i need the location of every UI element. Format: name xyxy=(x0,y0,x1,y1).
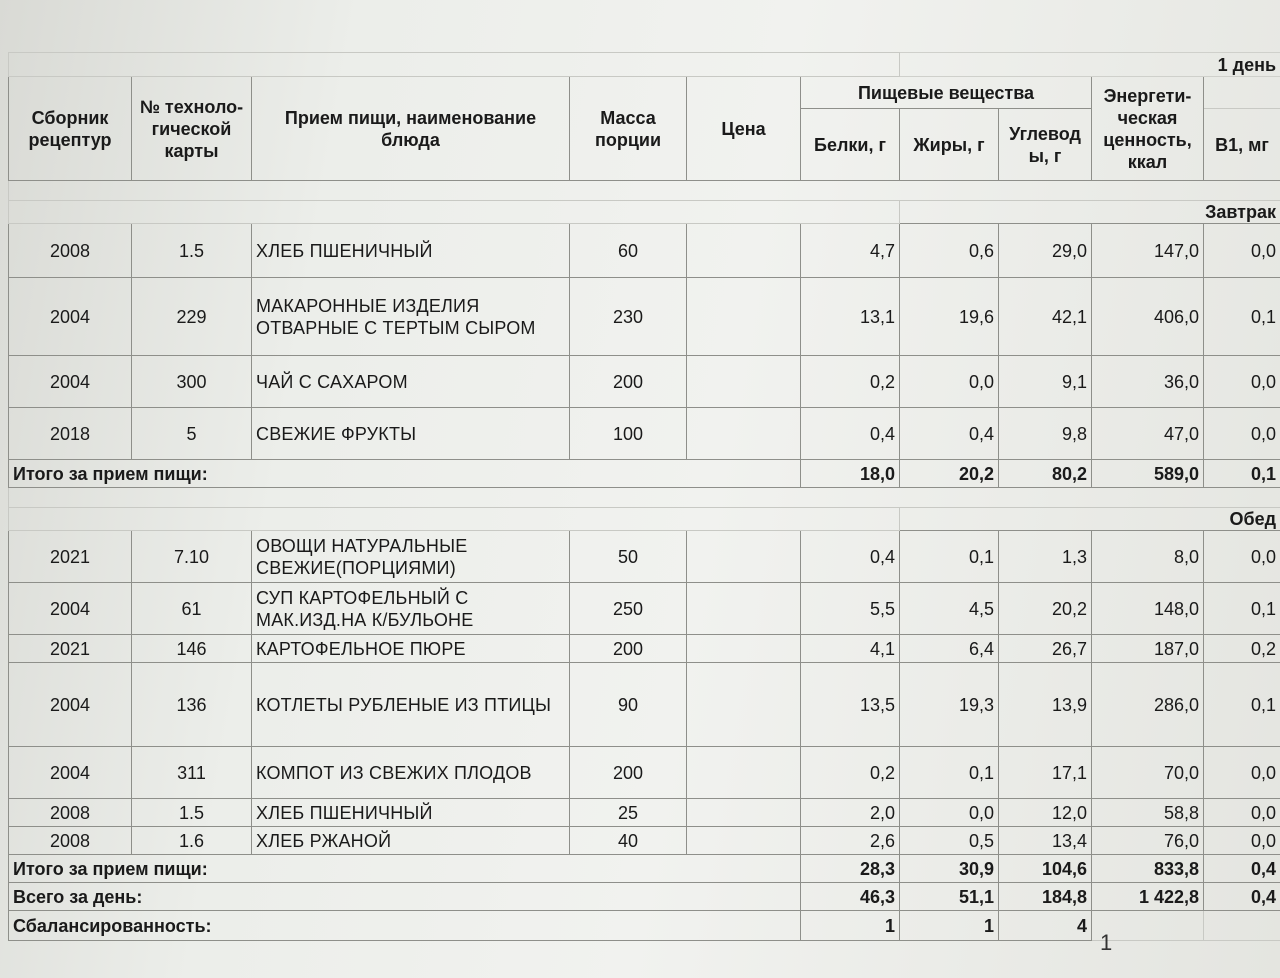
cell-b1[interactable]: 0,2 xyxy=(1204,635,1280,663)
cell-price[interactable] xyxy=(687,583,801,635)
lunch-rows xyxy=(9,531,1280,855)
day-total-protein[interactable]: 46,3 xyxy=(801,883,900,911)
day-title: 1 день xyxy=(900,53,1280,77)
lunch-total-b1[interactable]: 0,4 xyxy=(1204,855,1280,883)
cell-b1[interactable]: 0,0 xyxy=(1204,747,1280,799)
table-row xyxy=(9,799,1280,827)
cell-dish-name[interactable]: КОМПОТ ИЗ СВЕЖИХ ПЛОДОВ xyxy=(252,747,570,799)
cell-protein[interactable]: 4,1 xyxy=(801,635,900,663)
col-header-protein[interactable]: Белки, г xyxy=(801,109,900,181)
day-total-energy[interactable]: 1 422,8 xyxy=(1092,883,1204,911)
cell-b1[interactable]: 0,0 xyxy=(1204,827,1280,855)
cell-sbornik[interactable]: 2004 xyxy=(9,278,132,356)
cell-fat[interactable]: 0,5 xyxy=(900,827,999,855)
cell-b1[interactable]: 0,1 xyxy=(1204,278,1280,356)
cell-energy[interactable]: 286,0 xyxy=(1092,663,1204,747)
cell-dish-name[interactable]: МАКАРОННЫЕ ИЗДЕЛИЯ ОТВАРНЫЕ С ТЕРТЫМ СЫРОМ xyxy=(252,278,570,356)
cell-protein[interactable]: 2,0 xyxy=(801,799,900,827)
cell-carbs[interactable]: 26,7 xyxy=(999,635,1092,663)
cell-dish-name[interactable]: КОТЛЕТЫ РУБЛЕНЫЕ ИЗ ПТИЦЫ xyxy=(252,663,570,747)
cell-carbs[interactable]: 12,0 xyxy=(999,799,1092,827)
day-total-b1[interactable]: 0,4 xyxy=(1204,883,1280,911)
cell-b1[interactable]: 0,0 xyxy=(1204,799,1280,827)
breakfast-rows xyxy=(9,224,1280,460)
breakfast-total-row xyxy=(9,460,1280,488)
cell-protein[interactable]: 0,4 xyxy=(801,408,900,460)
cell-fat[interactable]: 0,4 xyxy=(900,408,999,460)
cell-protein[interactable]: 0,2 xyxy=(801,356,900,408)
cell-price[interactable] xyxy=(687,224,801,278)
cell-b1[interactable]: 0,0 xyxy=(1204,531,1280,583)
cell-energy[interactable]: 147,0 xyxy=(1092,224,1204,278)
table-row xyxy=(9,635,1280,663)
balance-label[interactable]: Сбалансированность: xyxy=(9,911,801,941)
cell-price[interactable] xyxy=(687,827,801,855)
cell-energy[interactable]: 70,0 xyxy=(1092,747,1204,799)
cell-fat[interactable]: 19,6 xyxy=(900,278,999,356)
cell-sbornik[interactable]: 2018 xyxy=(9,408,132,460)
cell-protein[interactable]: 0,2 xyxy=(801,747,900,799)
menu-table xyxy=(8,52,1280,941)
cell-price[interactable] xyxy=(687,531,801,583)
cell-energy[interactable]: 148,0 xyxy=(1092,583,1204,635)
cell-fat[interactable]: 0,0 xyxy=(900,356,999,408)
cell-fat[interactable]: 0,1 xyxy=(900,747,999,799)
cell-carbs[interactable]: 20,2 xyxy=(999,583,1092,635)
lunch-total-energy[interactable]: 833,8 xyxy=(1092,855,1204,883)
cell-tech-card[interactable]: 1.5 xyxy=(132,224,252,278)
title-row xyxy=(9,53,1280,77)
cell-dish-name[interactable]: ХЛЕБ РЖАНОЙ xyxy=(252,827,570,855)
day-total-row xyxy=(9,883,1280,911)
col-header-price[interactable]: Цена xyxy=(687,77,801,181)
cell-price[interactable] xyxy=(687,799,801,827)
cell-carbs[interactable]: 9,8 xyxy=(999,408,1092,460)
cell-sbornik[interactable]: 2004 xyxy=(9,747,132,799)
balance-protein[interactable]: 1 xyxy=(801,911,900,941)
table-row xyxy=(9,408,1280,460)
cell-price[interactable] xyxy=(687,663,801,747)
cell-dish-name[interactable]: СУП КАРТОФЕЛЬНЫЙ С МАК.ИЗД.НА К/БУЛЬОНЕ xyxy=(252,583,570,635)
spacer-row xyxy=(9,488,1280,508)
lunch-total-fat[interactable]: 30,9 xyxy=(900,855,999,883)
cell-tech-card[interactable]: 146 xyxy=(132,635,252,663)
breakfast-total-protein[interactable]: 18,0 xyxy=(801,460,900,488)
lunch-total-carbs[interactable]: 104,6 xyxy=(999,855,1092,883)
cell-energy[interactable]: 47,0 xyxy=(1092,408,1204,460)
cell-protein[interactable]: 13,1 xyxy=(801,278,900,356)
col-header-sbornik[interactable]: Сборник рецептур xyxy=(9,77,132,181)
col-header-tech-card[interactable]: № техноло-гической карты xyxy=(132,77,252,181)
cell-tech-card[interactable]: 5 xyxy=(132,408,252,460)
cell-energy[interactable]: 58,8 xyxy=(1092,799,1204,827)
cell-protein[interactable]: 13,5 xyxy=(801,663,900,747)
lunch-total-label[interactable]: Итого за прием пищи: xyxy=(9,855,801,883)
cell-energy[interactable]: 36,0 xyxy=(1092,356,1204,408)
cell-fat[interactable]: 6,4 xyxy=(900,635,999,663)
section-row-lunch xyxy=(9,508,1280,531)
cell-b1[interactable]: 0,0 xyxy=(1204,356,1280,408)
breakfast-total-carbs[interactable]: 80,2 xyxy=(999,460,1092,488)
cell-protein[interactable]: 4,7 xyxy=(801,224,900,278)
col-header-energy[interactable]: Энергети-ческая ценность, ккал xyxy=(1092,77,1204,181)
cell-mass[interactable]: 60 xyxy=(570,224,687,278)
cell-mass[interactable]: 250 xyxy=(570,583,687,635)
breakfast-total-fat[interactable]: 20,2 xyxy=(900,460,999,488)
table-row xyxy=(9,278,1280,356)
col-header-nutrients[interactable]: Пищевые вещества xyxy=(801,77,1092,109)
cell-dish-name[interactable]: ЧАЙ С САХАРОМ xyxy=(252,356,570,408)
cell-carbs[interactable]: 9,1 xyxy=(999,356,1092,408)
cell-mass[interactable]: 50 xyxy=(570,531,687,583)
cell-price[interactable] xyxy=(687,635,801,663)
cell-mass[interactable]: 200 xyxy=(570,356,687,408)
cell-tech-card[interactable]: 229 xyxy=(132,278,252,356)
cell-mass[interactable]: 25 xyxy=(570,799,687,827)
cell-fat[interactable]: 0,0 xyxy=(900,799,999,827)
lunch-total-row xyxy=(9,855,1280,883)
cell-fat[interactable]: 0,1 xyxy=(900,531,999,583)
cell-protein[interactable]: 2,6 xyxy=(801,827,900,855)
cell-mass[interactable]: 40 xyxy=(570,827,687,855)
table-row xyxy=(9,583,1280,635)
cell-mass[interactable]: 100 xyxy=(570,408,687,460)
cell-tech-card[interactable]: 300 xyxy=(132,356,252,408)
table-row xyxy=(9,747,1280,799)
cell-mass[interactable]: 230 xyxy=(570,278,687,356)
section-row-breakfast xyxy=(9,201,1280,224)
cell-mass[interactable]: 90 xyxy=(570,663,687,747)
cell-protein[interactable]: 5,5 xyxy=(801,583,900,635)
cell-b1[interactable]: 0,1 xyxy=(1204,583,1280,635)
cell-protein[interactable]: 0,4 xyxy=(801,531,900,583)
cell-fat[interactable]: 0,6 xyxy=(900,224,999,278)
cell-sbornik[interactable]: 2004 xyxy=(9,583,132,635)
cell-energy[interactable]: 76,0 xyxy=(1092,827,1204,855)
day-total-carbs[interactable]: 184,8 xyxy=(999,883,1092,911)
page-number: 1 xyxy=(1100,930,1113,955)
cell-sbornik[interactable]: 2021 xyxy=(9,635,132,663)
cell-dish-name[interactable]: СВЕЖИЕ ФРУКТЫ xyxy=(252,408,570,460)
cell-dish-name[interactable]: ХЛЕБ ПШЕНИЧНЫЙ xyxy=(252,224,570,278)
cell-carbs[interactable]: 17,1 xyxy=(999,747,1092,799)
cell-sbornik[interactable]: 2021 xyxy=(9,531,132,583)
cell-tech-card[interactable]: 311 xyxy=(132,747,252,799)
table-row xyxy=(9,663,1280,747)
cell-dish-name[interactable]: ОВОЩИ НАТУРАЛЬНЫЕ СВЕЖИЕ(ПОРЦИЯМИ) xyxy=(252,531,570,583)
section-title-breakfast: Завтрак xyxy=(900,201,1280,224)
cell-fat[interactable]: 19,3 xyxy=(900,663,999,747)
cell-price[interactable] xyxy=(687,747,801,799)
cell-energy[interactable]: 406,0 xyxy=(1092,278,1204,356)
balance-fat[interactable]: 1 xyxy=(900,911,999,941)
cell-b1[interactable]: 0,0 xyxy=(1204,408,1280,460)
section-title-lunch: Обед xyxy=(900,508,1280,531)
cell-sbornik[interactable]: 2004 xyxy=(9,663,132,747)
cell-price[interactable] xyxy=(687,408,801,460)
balance-carbs[interactable]: 4 xyxy=(999,911,1092,941)
day-total-label[interactable]: Всего за день: xyxy=(9,883,801,911)
cell-sbornik[interactable]: 2008 xyxy=(9,799,132,827)
col-header-dish[interactable]: Прием пищи, наименование блюда xyxy=(252,77,570,181)
cell-mass[interactable]: 200 xyxy=(570,635,687,663)
spacer-row xyxy=(9,181,1280,201)
balance-row xyxy=(9,911,1280,941)
breakfast-total-b1[interactable]: 0,1 xyxy=(1204,460,1280,488)
table-row xyxy=(9,531,1280,583)
day-total-fat[interactable]: 51,1 xyxy=(900,883,999,911)
cell-tech-card[interactable]: 1.6 xyxy=(132,827,252,855)
lunch-total-protein[interactable]: 28,3 xyxy=(801,855,900,883)
cell-carbs[interactable]: 13,9 xyxy=(999,663,1092,747)
cell-sbornik[interactable]: 2008 xyxy=(9,224,132,278)
cell-dish-name[interactable]: КАРТОФЕЛЬНОЕ ПЮРЕ xyxy=(252,635,570,663)
cell-b1[interactable]: 0,1 xyxy=(1204,663,1280,747)
col-header-fat[interactable]: Жиры, г xyxy=(900,109,999,181)
cell-mass[interactable]: 200 xyxy=(570,747,687,799)
cell-tech-card[interactable]: 61 xyxy=(132,583,252,635)
cell-carbs[interactable]: 29,0 xyxy=(999,224,1092,278)
col-header-carbs[interactable]: Углевод ы, г xyxy=(999,109,1092,181)
cell-dish-name[interactable]: ХЛЕБ ПШЕНИЧНЫЙ xyxy=(252,799,570,827)
cell-sbornik[interactable]: 2004 xyxy=(9,356,132,408)
cell-fat[interactable]: 4,5 xyxy=(900,583,999,635)
cell-carbs[interactable]: 1,3 xyxy=(999,531,1092,583)
cell-carbs[interactable]: 42,1 xyxy=(999,278,1092,356)
cell-tech-card[interactable]: 1.5 xyxy=(132,799,252,827)
table-row xyxy=(9,224,1280,278)
cell-energy[interactable]: 8,0 xyxy=(1092,531,1204,583)
breakfast-total-label[interactable]: Итого за прием пищи: xyxy=(9,460,801,488)
cell-sbornik[interactable]: 2008 xyxy=(9,827,132,855)
col-header-b1[interactable]: В1, мг xyxy=(1204,109,1280,181)
header-row xyxy=(9,77,1280,109)
cell-carbs[interactable]: 13,4 xyxy=(999,827,1092,855)
table-row xyxy=(9,827,1280,855)
cell-price[interactable] xyxy=(687,278,801,356)
breakfast-total-energy[interactable]: 589,0 xyxy=(1092,460,1204,488)
cell-price[interactable] xyxy=(687,356,801,408)
col-header-mass[interactable]: Масса порции xyxy=(570,77,687,181)
cell-b1[interactable]: 0,0 xyxy=(1204,224,1280,278)
table-row xyxy=(9,356,1280,408)
cell-tech-card[interactable]: 7.10 xyxy=(132,531,252,583)
cell-tech-card[interactable]: 136 xyxy=(132,663,252,747)
cell-energy[interactable]: 187,0 xyxy=(1092,635,1204,663)
